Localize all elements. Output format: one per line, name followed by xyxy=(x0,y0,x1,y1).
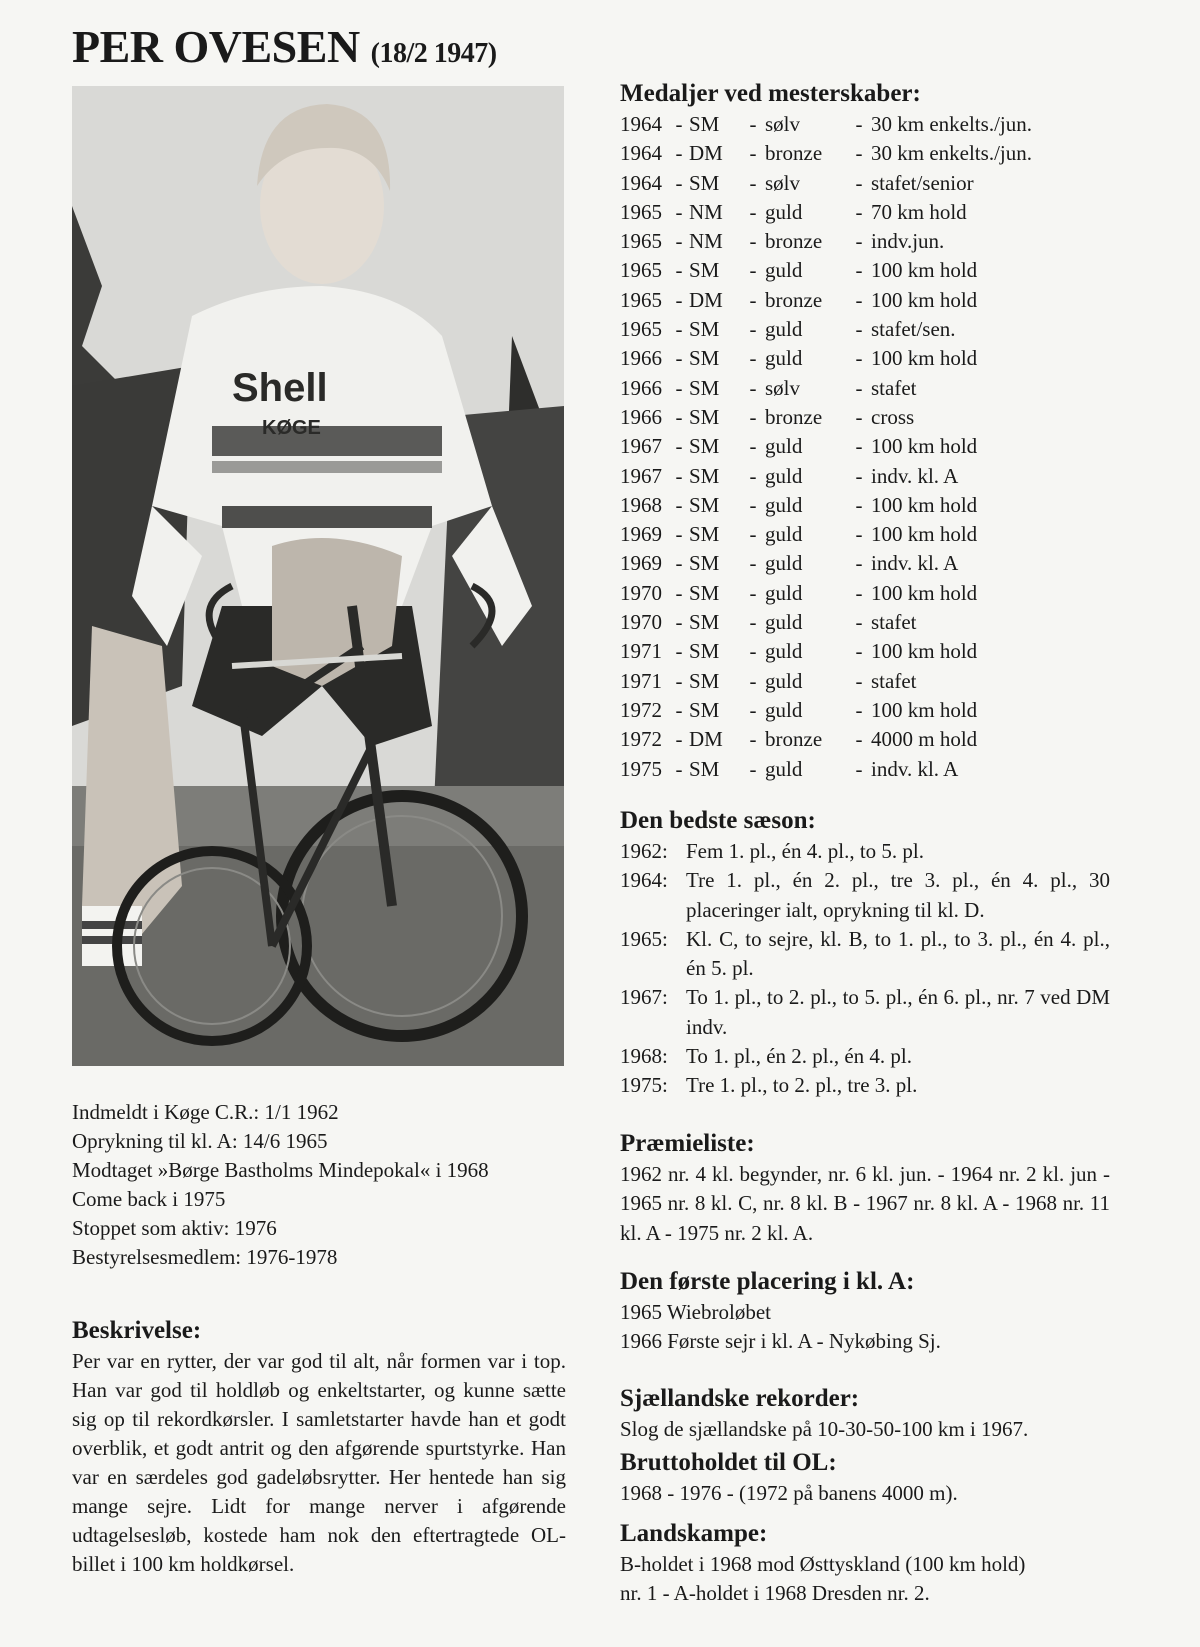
medal-row xyxy=(620,286,1110,315)
medal-event: 100 km hold xyxy=(871,522,978,547)
info-line: Indmeldt i Køge C.R.: 1/1 1962 xyxy=(72,1100,339,1124)
medal-row xyxy=(620,432,1110,461)
separator: - xyxy=(749,229,757,254)
medal-championship: SM xyxy=(689,346,720,371)
first-placing-line: 1966 Første sejr i kl. A - Nykøbing Sj. xyxy=(620,1329,941,1354)
internationals-line: B-holdet i 1968 mod Østtyskland (100 km hold) xyxy=(620,1552,1026,1576)
medal-row xyxy=(620,549,1110,578)
medal-year: 1968 xyxy=(620,492,662,517)
season-row xyxy=(620,837,1110,866)
medal-championship: SM xyxy=(689,697,720,722)
season-year: 1965: xyxy=(620,926,668,951)
separator: - xyxy=(675,756,683,781)
separator: - xyxy=(855,492,863,517)
medal-type: guld xyxy=(765,639,803,664)
separator: - xyxy=(675,697,683,722)
separator: - xyxy=(855,258,863,283)
medal-event: 100 km hold xyxy=(871,580,978,605)
separator: - xyxy=(855,404,863,429)
separator: - xyxy=(749,141,757,166)
medal-event: indv. kl. A xyxy=(871,463,959,488)
separator: - xyxy=(855,756,863,781)
separator: - xyxy=(855,170,863,195)
separator: - xyxy=(749,346,757,371)
medal-year: 1964 xyxy=(620,112,662,136)
medal-championship: SM xyxy=(689,170,720,195)
medal-event: stafet xyxy=(871,610,917,635)
medal-championship: DM xyxy=(689,727,723,752)
prize-list-section xyxy=(620,1128,1110,1248)
medal-row xyxy=(620,169,1110,198)
medal-year: 1969 xyxy=(620,522,662,547)
section-heading: Den første placering i kl. A: xyxy=(620,1268,915,1295)
medal-championship: SM xyxy=(689,404,720,429)
separator: - xyxy=(675,522,683,547)
medal-row xyxy=(620,696,1110,725)
jersey-text-shell: Shell xyxy=(232,366,328,410)
medal-championship: SM xyxy=(689,522,720,547)
description-section xyxy=(72,1315,566,1579)
medal-event: indv.jun. xyxy=(871,229,945,254)
rider-photo-illustration xyxy=(72,86,564,1066)
rider-photo xyxy=(72,86,564,1066)
separator: - xyxy=(675,404,683,429)
separator: - xyxy=(675,727,683,752)
season-text: To 1. pl., én 2. pl., én 4. pl. xyxy=(686,1044,913,1069)
medal-year: 1975 xyxy=(620,756,662,781)
medal-row xyxy=(620,256,1110,285)
season-row xyxy=(620,1042,1110,1071)
medal-championship: DM xyxy=(689,287,723,312)
medal-year: 1965 xyxy=(620,287,662,312)
separator: - xyxy=(675,199,683,224)
medal-championship: SM xyxy=(689,668,720,693)
separator: - xyxy=(855,141,863,166)
medal-year: 1965 xyxy=(620,258,662,283)
medal-year: 1971 xyxy=(620,668,662,693)
separator: - xyxy=(675,317,683,342)
medal-row xyxy=(620,315,1110,344)
season-year: 1964: xyxy=(620,868,668,893)
separator: - xyxy=(675,434,683,459)
medal-championship: SM xyxy=(689,463,720,488)
medal-event: 4000 m hold xyxy=(871,727,978,752)
medal-year: 1967 xyxy=(620,463,662,488)
info-line: Stoppet som aktiv: 1976 xyxy=(72,1216,277,1240)
section-heading: Den bedste sæson: xyxy=(620,807,816,834)
rider-info xyxy=(72,1098,566,1272)
separator: - xyxy=(749,375,757,400)
medal-event: indv. kl. A xyxy=(871,551,959,576)
separator: - xyxy=(749,551,757,576)
medal-championship: SM xyxy=(689,375,720,400)
medal-year: 1972 xyxy=(620,727,662,752)
medal-year: 1966 xyxy=(620,375,662,400)
medal-row xyxy=(620,637,1110,666)
medal-event: 100 km hold xyxy=(871,258,978,283)
medal-event: 100 km hold xyxy=(871,346,978,371)
separator: - xyxy=(749,287,757,312)
first-placing-section xyxy=(620,1266,1110,1357)
medal-row xyxy=(620,755,1110,784)
separator: - xyxy=(675,463,683,488)
medal-row xyxy=(620,374,1110,403)
medal-championship: SM xyxy=(689,551,720,576)
medal-row xyxy=(620,139,1110,168)
medal-year: 1965 xyxy=(620,229,662,254)
separator: - xyxy=(675,610,683,635)
medal-row xyxy=(620,198,1110,227)
season-text: To 1. pl., to 2. pl., to 5. pl., én 6. pl., nr. 7 ved DM indv. xyxy=(686,985,1110,1039)
medal-event: stafet/senior xyxy=(871,170,974,195)
separator: - xyxy=(675,375,683,400)
separator: - xyxy=(675,229,683,254)
medal-row xyxy=(620,667,1110,696)
medal-year: 1969 xyxy=(620,551,662,576)
medal-event: cross xyxy=(871,404,915,429)
separator: - xyxy=(675,287,683,312)
separator: - xyxy=(855,580,863,605)
medal-year: 1965 xyxy=(620,199,662,224)
separator: - xyxy=(749,639,757,664)
season-text: Tre 1. pl., to 2. pl., tre 3. pl. xyxy=(686,1073,918,1098)
olympic-squad-text: 1968 - 1976 - (1972 på banens 4000 m). xyxy=(620,1481,958,1505)
medal-championship: SM xyxy=(689,610,720,635)
info-line: Modtaget »Børge Bastholms Mindepokal« i 1968 xyxy=(72,1158,489,1182)
medal-year: 1967 xyxy=(620,434,662,459)
separator: - xyxy=(855,375,863,400)
medal-type: guld xyxy=(765,697,803,722)
olympic-squad-section xyxy=(620,1447,1110,1508)
separator: - xyxy=(749,463,757,488)
season-year: 1962: xyxy=(620,839,668,863)
medal-type: guld xyxy=(765,668,803,693)
separator: - xyxy=(675,492,683,517)
separator: - xyxy=(855,727,863,752)
separator: - xyxy=(855,668,863,693)
separator: - xyxy=(749,756,757,781)
internationals-line: nr. 1 - A-holdet i 1968 Dresden nr. 2. xyxy=(620,1581,930,1606)
medal-row xyxy=(620,344,1110,373)
medal-type: sølv xyxy=(765,375,801,400)
separator: - xyxy=(855,551,863,576)
separator: - xyxy=(855,434,863,459)
medal-type: guld xyxy=(765,346,803,371)
medal-type: bronze xyxy=(765,141,823,166)
season-text: Fem 1. pl., én 4. pl., to 5. pl. xyxy=(686,839,924,863)
medal-year: 1966 xyxy=(620,404,662,429)
medal-type: guld xyxy=(765,434,803,459)
medal-championship: SM xyxy=(689,580,720,605)
jersey-text-koge: KØGE xyxy=(262,417,321,439)
medal-year: 1970 xyxy=(620,610,662,635)
medal-year: 1964 xyxy=(620,170,662,195)
season-text: Kl. C, to sejre, kl. B, to 1. pl., to 3. pl., én 4. pl., én 5. pl. xyxy=(686,926,1110,981)
medal-championship: NM xyxy=(689,229,723,254)
separator: - xyxy=(675,639,683,664)
medal-year: 1964 xyxy=(620,141,662,166)
separator: - xyxy=(855,199,863,224)
medal-event: 100 km hold xyxy=(871,697,978,722)
separator: - xyxy=(675,141,683,166)
records-text: Slog de sjællandske på 10-30-50-100 km i 1967. xyxy=(620,1417,1029,1441)
separator: - xyxy=(749,580,757,605)
medal-type: guld xyxy=(765,258,803,283)
best-season-section xyxy=(620,805,1110,1101)
medal-row xyxy=(620,608,1110,637)
medal-type: guld xyxy=(765,610,803,635)
medal-championship: SM xyxy=(689,756,720,781)
season-row xyxy=(620,983,1110,1042)
medal-championship: DM xyxy=(689,141,723,166)
medal-event: 100 km hold xyxy=(871,287,978,312)
page-title xyxy=(72,20,497,73)
separator: - xyxy=(749,258,757,283)
separator: - xyxy=(855,463,863,488)
section-heading: Medaljer ved mesterskaber: xyxy=(620,80,921,107)
separator: - xyxy=(749,668,757,693)
separator: - xyxy=(855,317,863,342)
separator: - xyxy=(675,112,683,136)
medal-type: guld xyxy=(765,317,803,342)
prize-list-text: 1962 nr. 4 kl. begynder, nr. 6 kl. jun. - 1964 nr. 2 kl. jun - 1965 nr. 8 kl. C, nr. 8 kl. B - 1967 nr. 8 kl. A - 1968 nr. 11 kl. A - 1975 nr. 2 kl. A. xyxy=(620,1162,1110,1245)
medal-event: stafet xyxy=(871,375,917,400)
medals-table xyxy=(620,110,1110,784)
separator: - xyxy=(675,668,683,693)
medals-section xyxy=(620,78,1110,784)
separator: - xyxy=(749,522,757,547)
separator: - xyxy=(855,610,863,635)
medal-type: sølv xyxy=(765,170,801,195)
medal-event: indv. kl. A xyxy=(871,756,959,781)
separator: - xyxy=(855,112,863,136)
separator: - xyxy=(749,317,757,342)
separator: - xyxy=(749,170,757,195)
medal-year: 1972 xyxy=(620,697,662,722)
medal-championship: SM xyxy=(689,258,720,283)
description-text: Per var en rytter, der var god til alt, når formen var i top. Han var god til holdløb og enkeltstarter, og kunne sætte sig op til rekordkørsler. I samletstarter havde han et godt overblik, et godt antrit og den afgørende spurtstyrke. Han var en særdeles god gadeløbsrytter. Her hentede han sig mange sejre. Lidt for mange nerver i afgørende udtagelsesløb, kostede ham nok den eftertragtede OL-billet i 100 km holdkørsel. xyxy=(72,1349,566,1576)
season-year: 1967: xyxy=(620,985,668,1010)
separator: - xyxy=(749,727,757,752)
medal-row xyxy=(620,725,1110,754)
medal-year: 1971 xyxy=(620,639,662,664)
season-row xyxy=(620,925,1110,984)
separator: - xyxy=(675,551,683,576)
internationals-section xyxy=(620,1518,1110,1609)
season-text: Tre 1. pl., én 2. pl., tre 3. pl., én 4. pl., 30 placeringer ialt, oprykning til kl. D. xyxy=(686,868,1110,922)
season-list xyxy=(620,837,1110,1101)
separator: - xyxy=(855,287,863,312)
medal-type: guld xyxy=(765,492,803,517)
medal-type: guld xyxy=(765,551,803,576)
medal-type: sølv xyxy=(765,112,801,136)
separator: - xyxy=(749,404,757,429)
section-heading: Beskrivelse: xyxy=(72,1317,202,1344)
medal-event: 30 km enkelts./jun. xyxy=(871,112,1032,136)
medal-championship: SM xyxy=(689,492,720,517)
medal-row xyxy=(620,110,1110,139)
medal-type: guld xyxy=(765,199,803,224)
section-heading: Sjællandske rekorder: xyxy=(620,1385,860,1412)
separator: - xyxy=(749,434,757,459)
rider-name: PER OVESEN xyxy=(72,21,360,72)
medal-year: 1966 xyxy=(620,346,662,371)
medal-event: stafet xyxy=(871,668,917,693)
season-year: 1975: xyxy=(620,1073,668,1098)
separator: - xyxy=(749,697,757,722)
medal-year: 1965 xyxy=(620,317,662,342)
season-year: 1968: xyxy=(620,1044,668,1069)
medal-type: bronze xyxy=(765,287,823,312)
medal-row xyxy=(620,403,1110,432)
records-section xyxy=(620,1383,1110,1444)
info-line: Oprykning til kl. A: 14/6 1965 xyxy=(72,1129,328,1153)
medal-event: 100 km hold xyxy=(871,434,978,459)
medal-event: 100 km hold xyxy=(871,492,978,517)
medal-event: 70 km hold xyxy=(871,199,967,224)
medal-championship: SM xyxy=(689,112,720,136)
separator: - xyxy=(855,697,863,722)
separator: - xyxy=(749,492,757,517)
section-heading: Bruttoholdet til OL: xyxy=(620,1449,837,1476)
birth-date: (18/2 1947) xyxy=(370,38,497,69)
season-row xyxy=(620,866,1110,925)
medal-type: bronze xyxy=(765,404,823,429)
separator: - xyxy=(749,610,757,635)
separator: - xyxy=(675,258,683,283)
section-heading: Præmieliste: xyxy=(620,1130,755,1157)
info-line: Come back i 1975 xyxy=(72,1187,226,1211)
medal-row xyxy=(620,579,1110,608)
medal-type: guld xyxy=(765,463,803,488)
medal-row xyxy=(620,491,1110,520)
medal-championship: SM xyxy=(689,317,720,342)
separator: - xyxy=(675,170,683,195)
medal-row xyxy=(620,462,1110,491)
season-row xyxy=(620,1071,1110,1100)
medal-year: 1970 xyxy=(620,580,662,605)
separator: - xyxy=(855,229,863,254)
medal-event: 100 km hold xyxy=(871,639,978,664)
separator: - xyxy=(675,346,683,371)
info-line: Bestyrelsesmedlem: 1976-1978 xyxy=(72,1245,338,1269)
medal-type: bronze xyxy=(765,229,823,254)
section-heading: Landskampe: xyxy=(620,1520,768,1547)
separator: - xyxy=(749,112,757,136)
separator: - xyxy=(675,580,683,605)
medal-event: 30 km enkelts./jun. xyxy=(871,141,1032,166)
medal-event: stafet/sen. xyxy=(871,317,956,342)
medal-type: guld xyxy=(765,756,803,781)
separator: - xyxy=(855,522,863,547)
medal-championship: NM xyxy=(689,199,723,224)
medal-type: bronze xyxy=(765,727,823,752)
separator: - xyxy=(855,639,863,664)
medal-row xyxy=(620,227,1110,256)
medal-type: guld xyxy=(765,522,803,547)
medal-row xyxy=(620,520,1110,549)
medal-type: guld xyxy=(765,580,803,605)
separator: - xyxy=(749,199,757,224)
medal-championship: SM xyxy=(689,639,720,664)
first-placing-line: 1965 Wiebroløbet xyxy=(620,1300,771,1324)
medal-championship: SM xyxy=(689,434,720,459)
separator: - xyxy=(855,346,863,371)
